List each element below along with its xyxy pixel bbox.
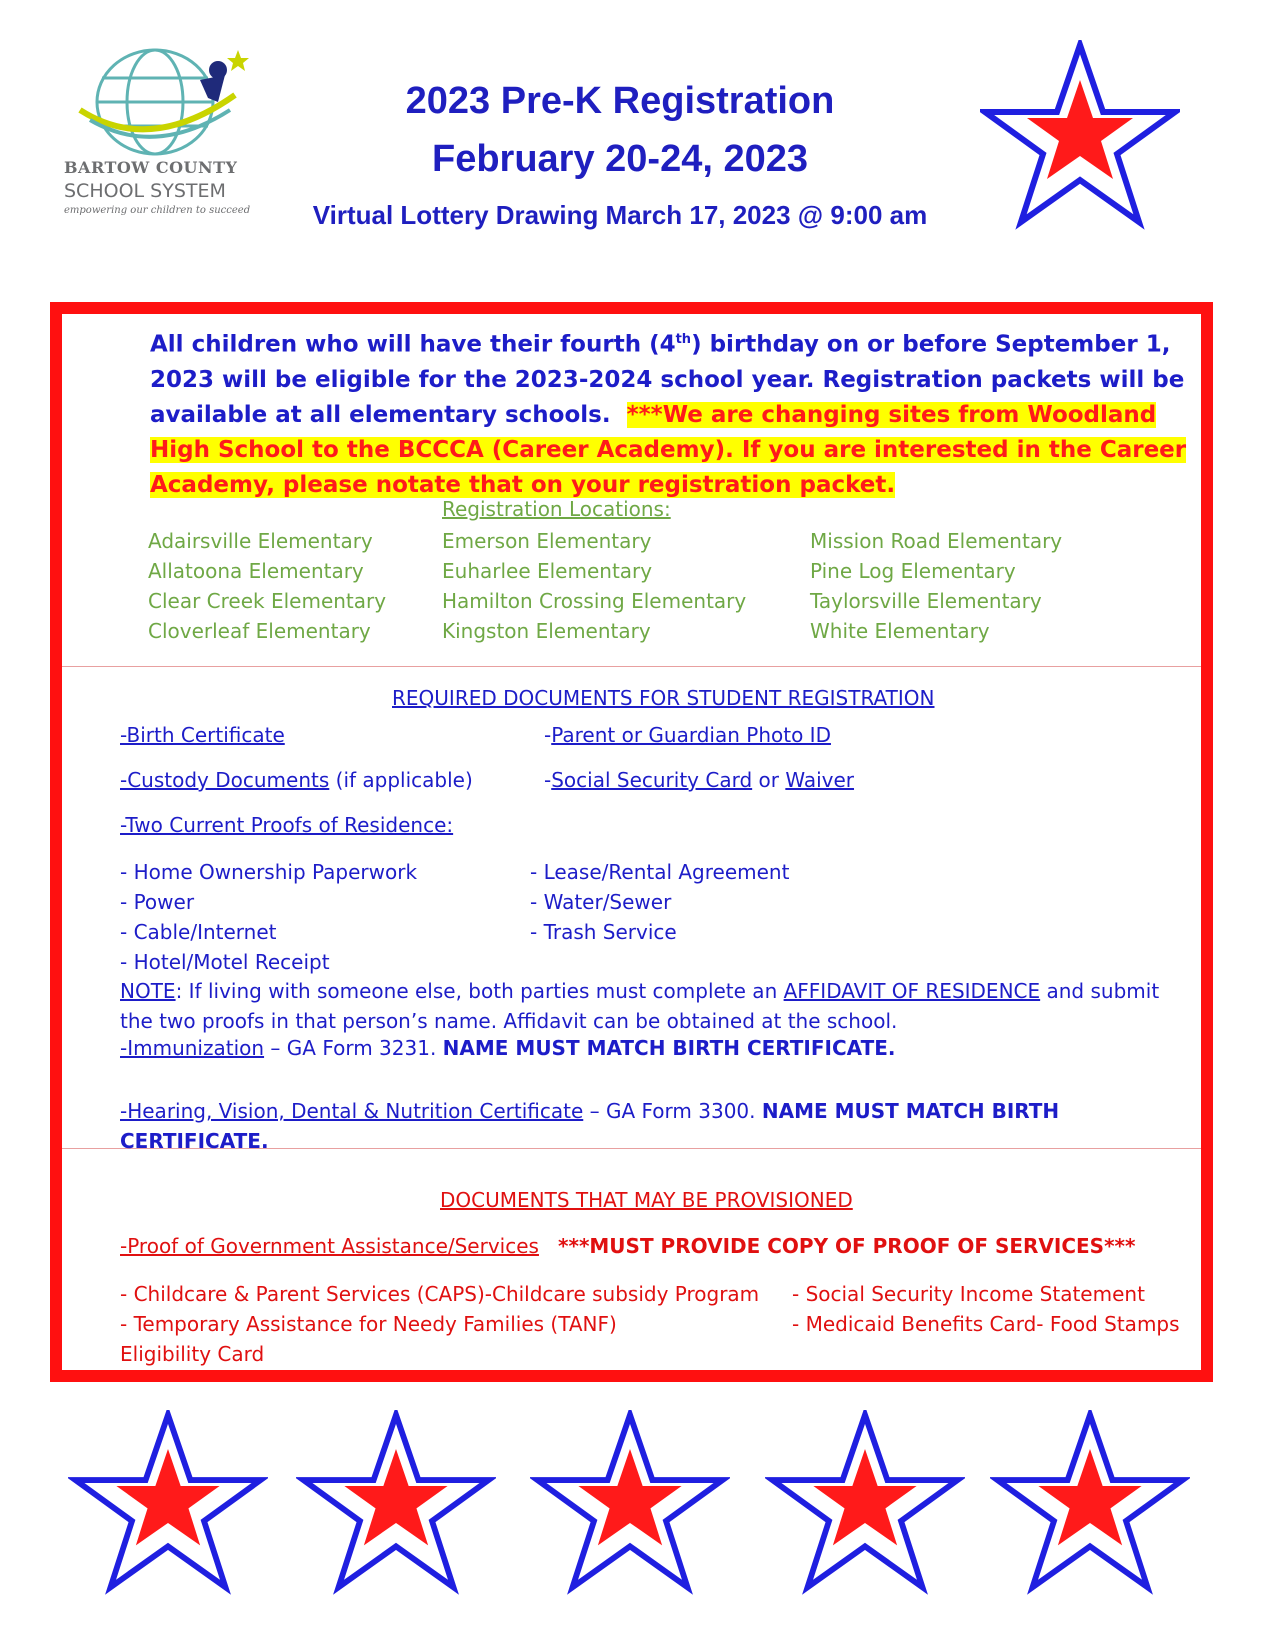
locations-heading: Registration Locations:	[442, 497, 671, 521]
logo-tagline: empowering our children to succeed	[64, 205, 251, 216]
school-logo	[60, 40, 250, 220]
required-heading: REQUIRED DOCUMENTS FOR STUDENT REGISTRATION	[392, 686, 935, 710]
list-item: - Medicaid Benefits Card- Food Stamps	[792, 1312, 1180, 1336]
list-item: Cloverleaf Elementary	[148, 619, 371, 643]
hearing-certificate-link[interactable]: -Hearing, Vision, Dental & Nutrition Certificate	[120, 1099, 584, 1123]
registration-dates: February 20-24, 2023	[431, 138, 808, 180]
list-item: Hamilton Crossing Elementary	[442, 589, 747, 613]
proofs-right-list	[530, 857, 789, 947]
custody-item: -Custody Documents (if applicable)	[120, 768, 473, 792]
hearing-item: -Hearing, Vision, Dental & Nutrition Certificate – GA Form 3300. NAME MUST MATCH BIRTH CERTIFICATE.	[120, 1099, 1060, 1153]
provisioned-heading: DOCUMENTS THAT MAY BE PROVISIONED	[440, 1188, 853, 1212]
immunization-item: -Immunization – GA Form 3231. NAME MUST MATCH BIRTH CERTIFICATE.	[120, 1036, 896, 1060]
affidavit-note: NOTE: If living with someone else, both parties must complete an AFFIDAVIT OF RESIDENCE and submit the two proofs in that person’s name. Affidavit can be obtained at the school.	[120, 979, 1160, 1033]
list-item: White Elementary	[810, 619, 990, 643]
star-icon	[990, 1410, 1190, 1595]
list-item: Pine Log Elementary	[810, 559, 1016, 583]
provisioned-left-list	[120, 1279, 760, 1369]
locations-col-3	[810, 526, 1062, 646]
star-icon	[530, 1410, 730, 1595]
list-item: - Temporary Assistance for Needy Families (TANF) Eligibility Card	[120, 1312, 617, 1366]
list-item: - Lease/Rental Agreement	[530, 860, 790, 884]
affidavit-link[interactable]: AFFIDAVIT OF RESIDENCE	[783, 979, 1041, 1003]
social-security-link[interactable]: Social Security Card	[551, 768, 753, 792]
lottery-date: Virtual Lottery Drawing March 17, 2023 @ 9:00 am	[312, 200, 928, 230]
immunization-link[interactable]: -Immunization	[120, 1036, 265, 1060]
gov-assistance-link[interactable]: -Proof of Government Assistance/Services	[120, 1234, 539, 1258]
proofs-heading[interactable]: -Two Current Proofs of Residence:	[120, 813, 454, 837]
logo-subtitle: SCHOOL SYSTEM	[64, 180, 226, 202]
list-item: - Hotel/Motel Receipt	[120, 950, 330, 974]
gov-assistance-item: -Proof of Government Assistance/Services ***MUST PROVIDE COPY OF PROOF OF SERVICES***	[120, 1234, 1136, 1258]
custody-documents-link[interactable]: -Custody Documents	[120, 768, 330, 792]
star-icon	[980, 40, 1180, 230]
list-item: - Water/Sewer	[530, 890, 672, 914]
locations-col-2	[442, 526, 746, 646]
parent-id-link[interactable]: Parent or Guardian Photo ID	[551, 723, 831, 747]
proofs-left-list	[120, 857, 417, 977]
provisioned-right-list	[792, 1279, 1180, 1339]
star-icon	[296, 1410, 496, 1595]
list-item: Mission Road Elementary	[810, 529, 1063, 553]
star-icon	[765, 1410, 965, 1595]
section-divider	[62, 666, 1201, 667]
parent-id-item: -Parent or Guardian Photo ID	[544, 723, 831, 747]
star-icon	[68, 1410, 268, 1595]
list-item: - Childcare & Parent Services (CAPS)-Childcare subsidy Program	[120, 1282, 760, 1306]
list-item: - Cable/Internet	[120, 920, 277, 944]
ssn-item: -Social Security Card or Waiver	[544, 768, 855, 792]
list-item: - Power	[120, 890, 195, 914]
list-item: - Trash Service	[530, 920, 677, 944]
list-item: Kingston Elementary	[442, 619, 651, 643]
eligibility-intro: All children who will have their fourth (4th) birthday on or before September 1, 2023 will be eligible for the 2023-2024 school year. Registration packets will be available at all elementary schools. ***We are changing sites from Woodland High School to the BCCCA (Career Academy). If you are interested in the Career Academy, please notate that on your registration packet.	[150, 331, 1187, 498]
locations-col-1	[148, 526, 386, 646]
list-item: - Social Security Income Statement	[792, 1282, 1145, 1306]
list-item: Adairsville Elementary	[148, 529, 373, 553]
list-item: - Home Ownership Paperwork	[120, 860, 418, 884]
list-item: Emerson Elementary	[442, 529, 652, 553]
birth-certificate-link[interactable]: -Birth Certificate	[120, 723, 285, 747]
list-item: Allatoona Elementary	[148, 559, 364, 583]
list-item: Euharlee Elementary	[442, 559, 653, 583]
site-change-notice: ***We are changing sites from Woodland High School to the BCCCA (Career Academy). If you are interested in the Career Academy, please notate that on your registration packet.	[150, 401, 1187, 498]
list-item: Clear Creek Elementary	[148, 589, 387, 613]
logo-title: BARTOW COUNTY	[64, 158, 238, 177]
globe-icon	[60, 40, 250, 160]
waiver-link[interactable]: Waiver	[785, 768, 855, 792]
list-item: Taylorsville Elementary	[810, 589, 1042, 613]
page-title: 2023 Pre-K Registration	[405, 80, 835, 122]
